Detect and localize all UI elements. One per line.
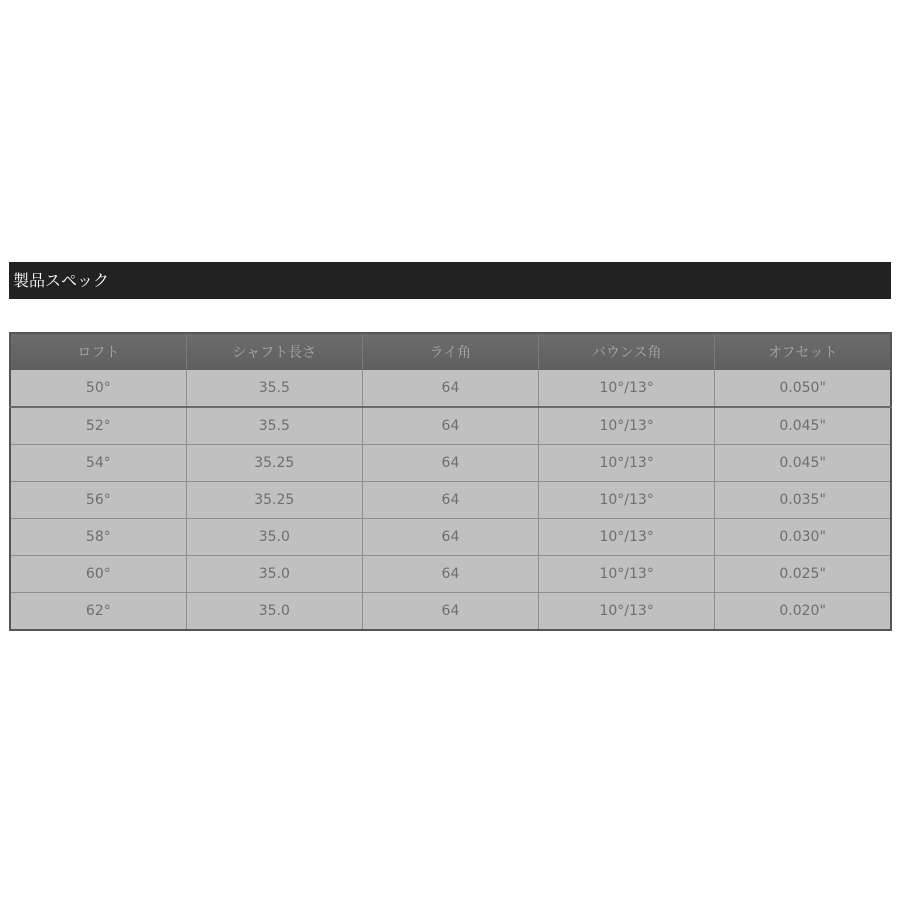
cell-offset: 0.020"	[715, 593, 891, 631]
section-header	[9, 262, 891, 299]
header-bounce-angle: バウンス角	[539, 333, 715, 370]
table-row	[10, 593, 891, 631]
cell-loft: 56°	[10, 482, 186, 519]
cell-lie-angle: 64	[362, 482, 538, 519]
header-row	[10, 333, 891, 370]
header-offset: オフセット	[715, 333, 891, 370]
cell-bounce-angle: 10°/13°	[539, 370, 715, 407]
cell-shaft-length: 35.25	[186, 445, 362, 482]
cell-lie-angle: 64	[362, 556, 538, 593]
cell-loft: 58°	[10, 519, 186, 556]
cell-bounce-angle: 10°/13°	[539, 407, 715, 445]
header-shaft-length: シャフト長さ	[186, 333, 362, 370]
cell-lie-angle: 64	[362, 370, 538, 407]
cell-offset: 0.025"	[715, 556, 891, 593]
cell-offset: 0.050"	[715, 370, 891, 407]
table-row	[10, 556, 891, 593]
table-row	[10, 370, 891, 407]
table-row	[10, 407, 891, 445]
cell-lie-angle: 64	[362, 593, 538, 631]
cell-bounce-angle: 10°/13°	[539, 519, 715, 556]
cell-loft: 60°	[10, 556, 186, 593]
cell-bounce-angle: 10°/13°	[539, 556, 715, 593]
cell-loft: 50°	[10, 370, 186, 407]
spec-table-head	[10, 333, 891, 370]
cell-loft: 52°	[10, 407, 186, 445]
spec-table	[9, 332, 892, 631]
cell-bounce-angle: 10°/13°	[539, 593, 715, 631]
cell-loft: 54°	[10, 445, 186, 482]
header-loft: ロフト	[10, 333, 186, 370]
table-row	[10, 519, 891, 556]
cell-shaft-length: 35.0	[186, 593, 362, 631]
header-lie-angle: ライ角	[362, 333, 538, 370]
cell-offset: 0.030"	[715, 519, 891, 556]
cell-loft: 62°	[10, 593, 186, 631]
cell-offset: 0.045"	[715, 445, 891, 482]
cell-lie-angle: 64	[362, 519, 538, 556]
section-title: 製品スペック	[13, 270, 110, 290]
cell-bounce-angle: 10°/13°	[539, 482, 715, 519]
cell-bounce-angle: 10°/13°	[539, 445, 715, 482]
cell-shaft-length: 35.25	[186, 482, 362, 519]
cell-shaft-length: 35.5	[186, 370, 362, 407]
spec-table-body	[10, 370, 891, 630]
table-row	[10, 482, 891, 519]
cell-shaft-length: 35.0	[186, 556, 362, 593]
cell-shaft-length: 35.5	[186, 407, 362, 445]
cell-lie-angle: 64	[362, 445, 538, 482]
cell-lie-angle: 64	[362, 407, 538, 445]
table-row	[10, 445, 891, 482]
cell-offset: 0.035"	[715, 482, 891, 519]
cell-shaft-length: 35.0	[186, 519, 362, 556]
cell-offset: 0.045"	[715, 407, 891, 445]
